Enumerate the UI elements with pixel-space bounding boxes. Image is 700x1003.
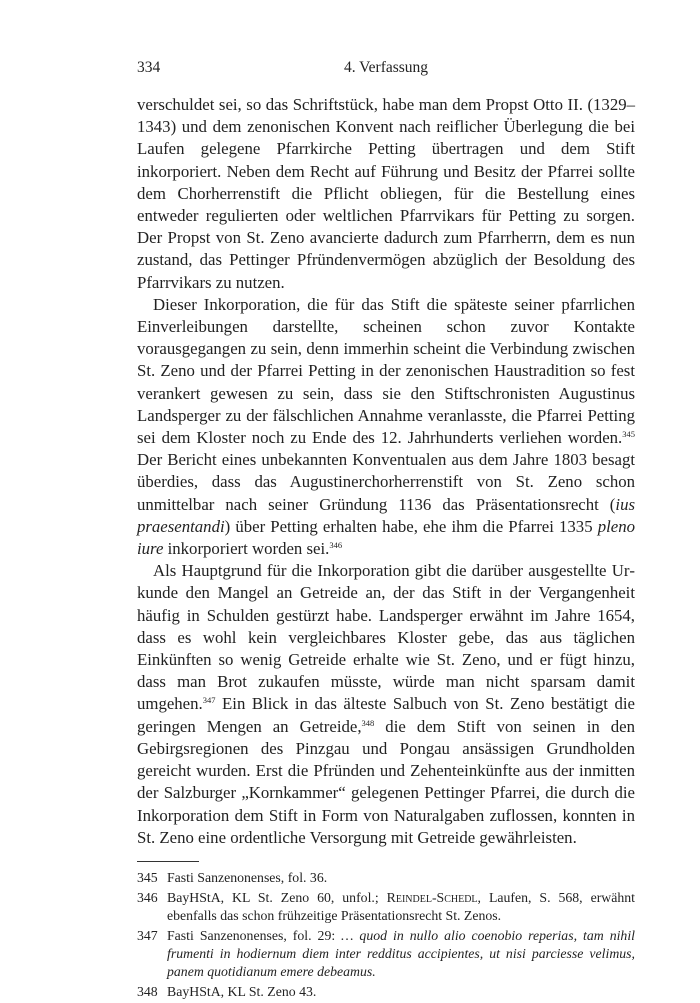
footnote-reference: 348 xyxy=(361,717,375,728)
footnote-number: 348 xyxy=(137,984,158,1000)
footnote-reference: 346 xyxy=(329,540,343,551)
text-run: Ein Blick in das älteste Salbuch von St. Zeno bestätigt die geringen Mengen an Getreide, xyxy=(137,694,635,736)
footnote-text xyxy=(167,869,635,887)
page-header xyxy=(137,58,635,78)
running-head: 4. Verfassung xyxy=(343,59,429,76)
footnote-reference: 345 xyxy=(622,429,635,440)
text-run: BayHStA, KL St. Zeno 60, unfol.; xyxy=(167,890,387,906)
footnote-text xyxy=(167,983,635,1001)
text-run: inkorporiert worden sei. xyxy=(163,539,330,559)
body-text xyxy=(137,94,635,849)
book-page xyxy=(137,58,635,1003)
footnote-number: 346 xyxy=(137,890,158,906)
text-run: verschuldet sei, so das Schriftstück, habe man dem Propst Otto II. (1329–1343) und dem zenonischen Konvent nach reiflicher Überlegung die bei Laufen gelegene Pfarrkirche Petting übertragen und dem Stift inkorporiert. Neben dem Recht auf Führung und Besitz der Pfarrei sollte dem Chorherrenstift die Pflicht obliegen, für die Bestellung eines entweder regulierten oder weltlichen Pfarrvikars für Petting zu sorgen. Der Propst von St. Zeno avancierte dadurch zum Pfarrherrn, dem es nun zustand, das Pettinger Pfründenvermögen abzüglich der Besoldung des Pfarrvikars zu nutzen. xyxy=(137,95,635,292)
footnote xyxy=(137,927,635,980)
footnote xyxy=(137,869,635,887)
footnote-number: 347 xyxy=(137,928,158,944)
text-run: Fasti Sanzenonenses, fol. 29: xyxy=(167,928,342,944)
author-name: Reindel-Schedl xyxy=(386,890,478,906)
footnote xyxy=(137,983,635,1001)
paragraph xyxy=(137,560,635,849)
italic-phrase: pleno iure xyxy=(137,516,635,559)
text-run: die dem Stift von seinen in den Gebirgsregionen des Pinzgau und Pongau ansässigen Grundholden gereicht wurden. Erst die Pfründen und Zehenteinkünfte aus der inmitten der Salzburger „Kornkammer“ gelegenen Pettinger Pfarrei, die durch die Inkorporation dem Stift in Form von Naturalgaben zuflossen, konnten in St. Zeno eine ordentliche Versorgung mit Getreide gewährleisten. xyxy=(137,716,636,847)
paragraph xyxy=(137,94,635,294)
text-run: Dieser Inkorporation, die für das Stift die späteste seiner pfarrlichen Einverleibungen darstellte, scheinen schon zuvor Kontakte vorausgegangen zu sein, denn immerhin scheint die Verbindung zwischen St. Zeno und der Pfarrei Petting in der zenonischen Haustradition so fest verankert gewesen zu sein, dass sie den Stiftschronisten Augustinus Landsperger zu der fälschlichen Annahme veranlasste, die Pfarrei Petting sei dem Kloster noch zu Ende des 12. Jahrhunderts verliehen worden. xyxy=(137,294,635,448)
footnote-reference: 347 xyxy=(202,695,216,706)
text-run: , Laufen, S. 568, erwähnt ebenfalls das schon frühzeitige Präsentationsrecht St. Zenos. xyxy=(167,890,636,923)
text-run: Als Hauptgrund für die Inkorporation gibt die darüber ausgestellte Urkunde den Mangel an Getreide an, der das Stift in der Vergangenheit häufig in Schulden gestürzt habe. Landsperger erwähnt im Jahre 1654, dass es wohl kein vergleichbares Kloster gebe, das aus täglichen Einkünften so wenig Getreide erhalte wie St. Zeno, und er fügt hinzu, dass man Brot zukaufen müsste, würde man nicht sparsam damit umgehen. xyxy=(137,561,635,714)
footnote-text xyxy=(167,927,635,980)
italic-phrase: … quod in nullo alio coenobio reperias, tam nihil frumenti in hodiernum diem inter redditus accipientes, ut nisi parciesse velimus, panem quotidianum emere debeamus. xyxy=(167,928,635,979)
paragraph xyxy=(137,294,635,560)
footnote xyxy=(137,889,635,925)
footnote-number: 345 xyxy=(137,869,158,885)
footnote-separator xyxy=(137,861,199,862)
text-run: Fasti Sanzenonenses, fol. 36. xyxy=(167,869,328,885)
text-run: BayHStA, KL St. Zeno 43. xyxy=(167,984,317,1000)
italic-phrase: ius praesentandi xyxy=(137,494,635,536)
text-run: ) über Petting erhalten habe, ehe ihm die Pfarrei 1335 xyxy=(224,516,598,536)
footnote-text xyxy=(167,889,635,925)
footnotes xyxy=(137,869,635,1001)
text-run: Der Bericht eines unbekannten Konventualen aus dem Jahre 1803 besagt überdies, dass das Augustinerchorherrenstift von St. Zeno schon unmittelbar nach seiner Gründung 1136 das Präsentationsrecht ( xyxy=(137,450,635,514)
page-number: 334 xyxy=(137,59,161,76)
